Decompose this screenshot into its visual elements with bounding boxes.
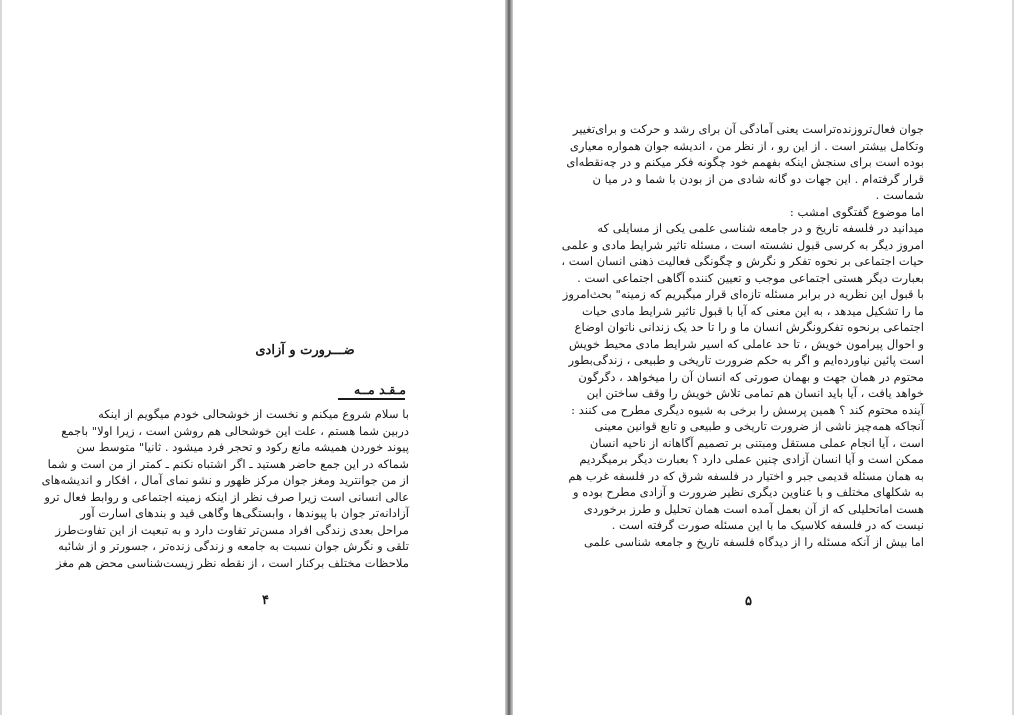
page-number: ۴ — [262, 593, 269, 608]
text-line: محتوم در همان جهت و بهمان صورتی که انسان آن را میخواهد ، دگرگون — [578, 369, 924, 384]
text-line: قرار گرفته‌ام . این جهات دو گانه شادی من از بودن با شما و در میا ن — [592, 171, 924, 186]
text-line: بوده است برای سنجش اینکه بفهمم خود چگونه فکر میکنم و در چه‌نقطه‌ای — [566, 155, 924, 169]
book-gutter — [505, 0, 513, 715]
text-line: با قبول این نظریه در برابر مسئله تازه‌ای قرار میگیریم که زمینه" بحث‌امروز — [562, 287, 924, 301]
text-line: اما موضوع گفتگوی امشب : — [789, 204, 924, 219]
text-line: بعبارت دیگر هستی اجتماعی موجب و تعیین کننده آگاهی اجتماعی است . — [577, 270, 924, 285]
text-line: خواهد یافت ، آیا باید انسان هم تمامی تلاش خویش را وقف ساختن این — [586, 386, 924, 400]
text-line: پیوند خوردن همیشه مانع رکود و تحجر فرد میشود . ثانیا" متوسط سن — [76, 440, 409, 454]
text-line: تلقی و نگرش جوان نسبت به جامعه و زندگی زنده‌تر ، جسورتر و از شائبه — [58, 539, 409, 553]
left-page — [0, 0, 505, 715]
text-line: آنجاکه همه‌چیز ناشی از ضرورت تاریخی و طبیعی و تابع قوانین معینی — [594, 419, 924, 433]
text-line: مراحل بعدی زندگی افراد مسن‌تر تفاوت دارد و به تبعیت از این تفاوت‌طرز — [55, 522, 409, 537]
page-edge — [0, 0, 2, 715]
text-line: به شکلهای مختلف و با عناوین دیگری نظیر ضرورت و آزادی مطرح بوده و — [572, 485, 924, 499]
text-line: اجتماعی برنحوه تفکرونگرش انسان ما و را تا حد یک زندانی ناتوان اوضاع — [574, 320, 924, 334]
text-line: ممکن است و آیا انسان آزادی چنین عملی دارد ؟ بعبارت دیگر برمیگردیم — [579, 452, 924, 466]
text-line: میدانید در فلسفه تاریخ و در جامعه شناسی علمی یکی از مسایلی که — [597, 221, 924, 235]
text-line: شماست . — [875, 188, 924, 202]
text-line: آینده محتوم کند ؟ همین پرسش را برخی به شیوه دیگری مطرح می کنند : — [571, 402, 924, 417]
text-line: ملاحظات مختلف برکنار است ، از نقطه نظر زیست‌شناسی محض هم مغز — [55, 555, 409, 570]
text-line: به همان مسئله قدیمی جبر و اختیار در فلسفه شرق که در فلسفه غرب هم — [568, 468, 924, 483]
section-heading-underline — [338, 398, 405, 400]
text-line: است پائین نیاورده‌ایم و اگر به حکم ضرورت تاریخی و طبیعی ، زندگی‌بطور — [568, 353, 924, 367]
chapter-title: ضـــرورت و آزادی — [255, 343, 355, 358]
right-page-body — [561, 121, 924, 550]
text-line: جوان فعال‌تروزنده‌تراست یعنی آمادگی آن برای رشد و حرکت و برای‌تغییر — [572, 122, 924, 136]
text-line: است ، آیا انجام عملی مستقل ومبتنی بر تصمیم آگاهانه از ناحیه انسان — [589, 435, 924, 450]
section-heading: مـقـد مــه — [354, 382, 406, 397]
text-line: با سلام شروع میکنم و نخست از خوشحالی خودم میگویم از اینکه — [98, 407, 409, 421]
text-line: شماکه در این جمع حاضر هستید ـ اگر اشتباه نکنم ـ کمتر از من است و شما — [47, 456, 409, 471]
text-line: حیات اجتماعی بر نحوه تفکر و نگرش و چگونگی فعالیت ذهنی انسان است ، — [561, 254, 924, 268]
text-line: وتکامل بیشتر است . از این رو ، از نظر من ، اندیشه جوان همواره معیاری — [569, 138, 924, 153]
text-line: ما را تشکیل میدهد ، به این معنی که آیا با قبول تاثیر شرایط مادی حیات — [582, 303, 924, 318]
text-line: عالی انسانی است زیرا صرف نظر از اینکه زمینه اجتماعی و روابط فعال ترو — [44, 489, 409, 504]
text-line: امروز دیگر به کرسی قبول نشسته است ، مسئله تاثیر شرایط مادی و علمی — [561, 237, 924, 252]
text-line: از من جوانترید ومغز جوان مرکز ظهور و نشو نمای آمال ، افکار و اندیشه‌های — [41, 473, 409, 487]
text-line: آزادانه‌تر جوان با پیوندها ، وابستگی‌ها وگاهی قید و بندهای اسارت آور — [80, 506, 409, 520]
text-line: دربین شما هستم ، علت این خوشحالی هم روشن است ، زیرا اولا" باجمع — [61, 423, 409, 438]
text-line: هست اما‌تحلیلی که از آن بعمل آمده است همان تحلیل و طرز برخوردی — [583, 501, 924, 516]
left-page-body — [41, 406, 409, 571]
text-line: و احوال پیرامون خویش ، تا حد عاملی که اسیر شرایط مادی محیط خویش — [568, 336, 924, 351]
text-line: اما بیش از آنکه مسئله را از دیدگاه فلسفه تاریخ و جامعه شناسی علمی — [583, 534, 924, 549]
text-line: نیست که در فلسفه کلاسیک ما با این مسئله صورت گرفته است . — [611, 518, 924, 532]
page-number: ۵ — [745, 594, 752, 609]
